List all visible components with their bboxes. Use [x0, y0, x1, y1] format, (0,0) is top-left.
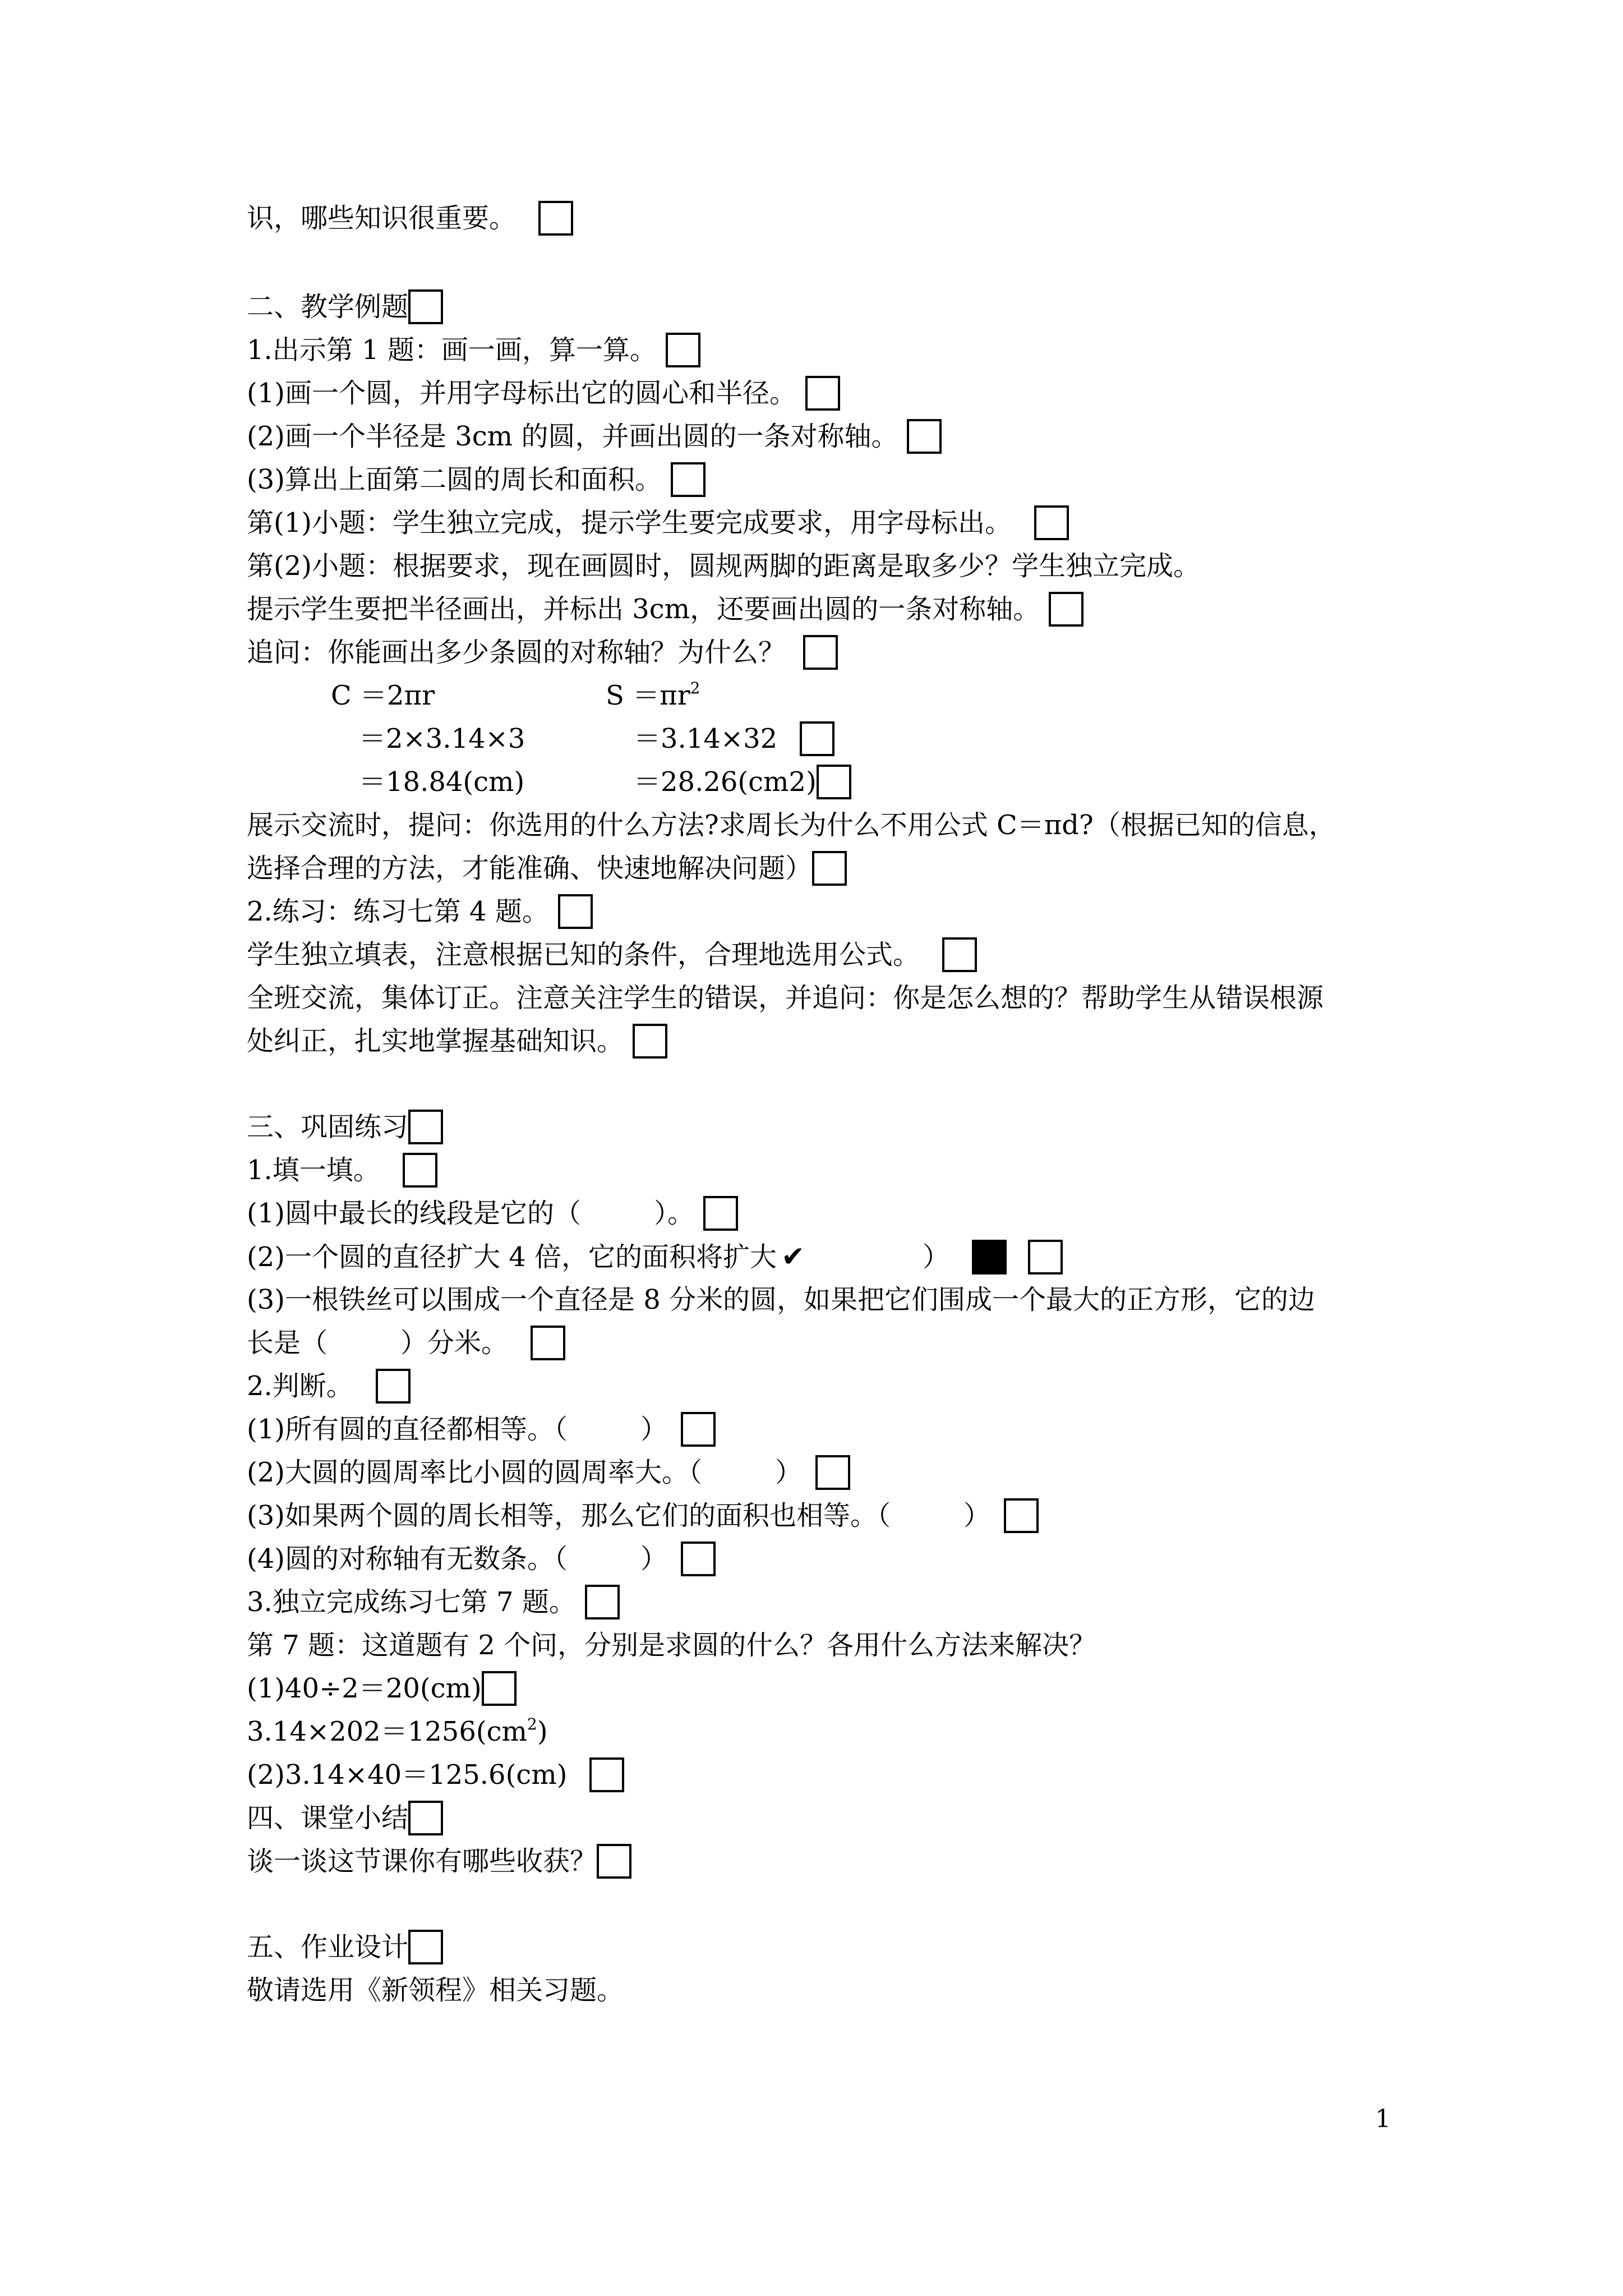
checkbox[interactable]	[803, 635, 838, 670]
formula-line	[359, 717, 525, 761]
section-heading	[247, 1796, 443, 1840]
line-text: 三、巩固练习	[247, 1111, 409, 1143]
checkbox[interactable]	[1004, 1498, 1039, 1533]
text-line	[247, 1623, 1096, 1667]
checkbox[interactable]	[482, 1671, 517, 1706]
text-line	[247, 976, 1324, 1020]
line-text: (2)3.14×40＝125.6(cm)	[247, 1759, 568, 1791]
line-text: 2.练习：练习七第 4 题。	[247, 896, 549, 927]
formula-line	[331, 674, 435, 717]
checkbox-filled[interactable]	[972, 1240, 1007, 1274]
line-text: 第 7 题：这道题有 2 个问，分别是求圆的什么？各用什么方法来解决？	[247, 1630, 1096, 1661]
text-line	[247, 1710, 548, 1754]
text-line	[247, 1839, 631, 1883]
text-line	[247, 1019, 667, 1063]
text-line	[247, 415, 942, 458]
text-line	[247, 1235, 1063, 1278]
line-text: 处纠正，扎实地掌握基础知识。	[247, 1025, 624, 1057]
text-line	[247, 1364, 411, 1408]
line-text: ）	[775, 1457, 803, 1488]
checkbox[interactable]	[558, 894, 593, 929]
line-text: 长是（	[247, 1327, 328, 1359]
formula-line	[359, 760, 524, 804]
checkbox[interactable]	[408, 1110, 443, 1144]
checkbox[interactable]	[671, 462, 706, 497]
line-text: 展示交流时，提问：你选用的什么方法?求周长为什么不用公式 C＝πd?（根据已知的信息，	[247, 809, 1336, 841]
line-text: (4)圆的对称轴有无数条。（	[247, 1543, 568, 1575]
text-line	[247, 1321, 565, 1365]
checkbox[interactable]	[907, 419, 942, 454]
line-text: 追问：你能画出多少条圆的对称轴？为什么？	[247, 637, 786, 668]
formula-text: S ＝πr	[606, 680, 690, 711]
line-text: 第(1)小题：学生独立完成，提示学生要完成要求，用字母标出。	[247, 507, 1012, 539]
line-text: (1)圆中最长的线段是它的（	[247, 1198, 581, 1229]
checkbox[interactable]	[408, 1801, 443, 1835]
text-line	[247, 1537, 716, 1581]
checkbox[interactable]	[408, 1930, 443, 1964]
text-line	[247, 458, 706, 501]
line-text: (2)画一个半径是 3cm 的圆，并画出圆的一条对称轴。	[247, 421, 898, 452]
line-text: 第(2)小题：根据要求，现在画圆时，圆规两脚的距离是取多少？学生独立完成。	[247, 550, 1200, 582]
section-heading	[247, 1925, 443, 1969]
line-text: (3)一根铁丝可以围成一个直径是 8 分米的圆，如果把它们围成一个最大的正方形，它的边	[247, 1284, 1316, 1315]
line-text: ）	[963, 1500, 991, 1531]
line-text: 3.独立完成练习七第 7 题。	[247, 1586, 576, 1618]
page-number: 1	[1375, 2105, 1391, 2133]
line-text: 敬请选用《新领程》相关习题。	[247, 1975, 624, 2006]
check-mark-icon: ✔	[781, 1240, 805, 1273]
text-line	[247, 803, 1336, 847]
line-text: 二、教学例题	[247, 291, 409, 323]
formula-line	[634, 760, 851, 804]
checkbox[interactable]	[589, 1757, 624, 1792]
checkbox[interactable]	[681, 1542, 716, 1576]
text-line	[247, 1278, 1315, 1322]
superscript: 2	[690, 679, 700, 697]
text-line	[247, 1580, 620, 1624]
line-text: 全班交流，集体订正。注意关注学生的错误，并追问：你是怎么想的？帮助学生从错误根源	[247, 982, 1324, 1014]
checkbox[interactable]	[805, 376, 840, 411]
superscript: 2	[527, 1715, 537, 1733]
formula-text: C ＝2πr	[331, 680, 435, 711]
checkbox[interactable]	[815, 1455, 850, 1490]
text-line	[247, 1148, 437, 1192]
line-text: (3)算出上面第二圆的周长和面积。	[247, 464, 662, 495]
checkbox[interactable]	[531, 1326, 565, 1360]
line-text: 谈一谈这节课你有哪些收获？	[247, 1846, 597, 1877]
line-text: ）。	[654, 1198, 695, 1229]
checkbox[interactable]	[666, 333, 700, 367]
text-line	[247, 544, 1200, 588]
line-text: 2.判断。	[247, 1370, 353, 1402]
checkbox[interactable]	[408, 289, 443, 324]
line-text: 提示学生要把半径画出，并标出 3cm，还要画出圆的一条对称轴。	[247, 593, 1040, 625]
line-text: (1)所有圆的直径都相等。（	[247, 1414, 568, 1445]
text-line	[247, 328, 700, 372]
line-text: ）	[922, 1241, 949, 1273]
line-text: 识，哪些知识很重要。	[247, 203, 517, 234]
line-text: 选择合理的方法，才能准确、快速地解决问题）	[247, 853, 813, 884]
line-text: 五、作业设计	[247, 1931, 409, 1963]
text-line	[247, 631, 838, 674]
text-line	[247, 1451, 850, 1494]
text-line	[247, 196, 573, 240]
checkbox[interactable]	[942, 937, 977, 972]
checkbox[interactable]	[538, 201, 573, 236]
text-line	[247, 371, 840, 415]
line-text: )	[537, 1716, 548, 1747]
text-line	[247, 890, 593, 933]
checkbox[interactable]	[812, 851, 847, 886]
text-line	[247, 1494, 1039, 1538]
formula-text: ＝28.26(cm2)	[634, 766, 817, 798]
line-text: (2)大圆的圆周率比小圆的圆周率大。（	[247, 1457, 702, 1488]
checkbox[interactable]	[800, 721, 834, 756]
text-line	[247, 1407, 716, 1451]
formula-line	[634, 717, 834, 761]
checkbox[interactable]	[403, 1153, 437, 1188]
checkbox[interactable]	[1034, 505, 1069, 540]
line-text: (1)画一个圆，并用字母标出它的圆心和半径。	[247, 378, 796, 409]
line-text: 1.出示第 1 题：画一画，算一算。	[247, 334, 657, 366]
line-text: ）	[640, 1543, 668, 1575]
line-text: 学生独立填表，注意根据已知的条件，合理地选用公式。	[247, 939, 920, 970]
checkbox[interactable]	[1028, 1240, 1063, 1274]
text-line	[247, 1968, 624, 2012]
checkbox[interactable]	[703, 1196, 738, 1231]
text-line	[247, 1753, 624, 1797]
line-text: (1)40÷2＝20(cm)	[247, 1673, 482, 1704]
text-line	[247, 1191, 738, 1235]
section-heading	[247, 1105, 443, 1149]
formula-line	[606, 674, 700, 717]
checkbox[interactable]	[597, 1844, 631, 1879]
line-text: (3)如果两个圆的周长相等，那么它们的面积也相等。（	[247, 1500, 891, 1531]
checkbox[interactable]	[681, 1412, 716, 1447]
checkbox[interactable]	[817, 765, 851, 799]
line-text: (2)一个圆的直径扩大 4 倍，它的面积将扩大	[247, 1241, 777, 1273]
text-line	[247, 587, 1083, 631]
formula-text: ＝2×3.14×3	[359, 723, 525, 754]
line-text: 3.14×202＝1256(cm	[247, 1716, 527, 1747]
checkbox[interactable]	[376, 1369, 411, 1404]
checkbox[interactable]	[1049, 592, 1083, 627]
line-text: ）分米。	[400, 1327, 509, 1359]
line-text: 1.填一填。	[247, 1154, 380, 1186]
text-line	[247, 933, 977, 977]
line-text: ）	[640, 1414, 668, 1445]
formula-text: ＝3.14×32	[634, 723, 778, 754]
text-line	[247, 501, 1069, 545]
section-heading	[247, 285, 443, 329]
text-line	[247, 1667, 517, 1710]
checkbox[interactable]	[633, 1024, 667, 1059]
text-line	[247, 846, 847, 890]
formula-text: ＝18.84(cm)	[359, 766, 525, 798]
line-text: 四、课堂小结	[247, 1802, 409, 1834]
checkbox[interactable]	[585, 1585, 620, 1619]
